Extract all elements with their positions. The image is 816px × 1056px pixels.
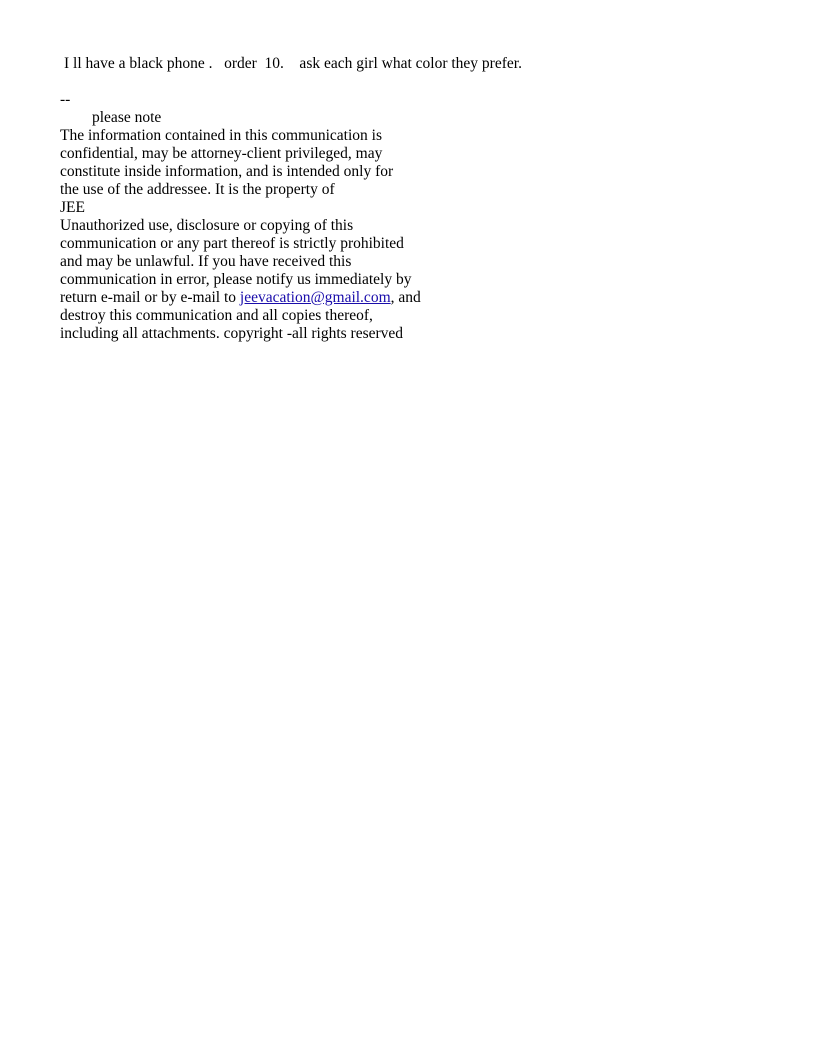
disclaimer-line: the use of the addressee. It is the property of [60, 181, 335, 198]
signature-separator: -- [60, 91, 71, 108]
spacer [60, 74, 780, 91]
confidentiality-disclaimer [60, 127, 780, 343]
disclaimer-line: including all attachments. copyright -all rights reserved [60, 325, 404, 342]
disclaimer-line: communication in error, please notify us immediately by [60, 271, 412, 288]
disclaimer-line: constitute inside information, and is intended only for [60, 163, 394, 180]
disclaimer-email-line [60, 289, 780, 307]
disclaimer-line: Unauthorized use, disclosure or copying of this [60, 217, 354, 234]
disclaimer-line: communication or any part thereof is strictly prohibited [60, 235, 404, 252]
disclaimer-line: JEE [60, 199, 85, 216]
message-body: I ll have a black phone . order 10. ask each girl what color they prefer. [64, 55, 522, 72]
signature-note: please note [92, 109, 162, 126]
disclaimer-line: The information contained in this communication is [60, 127, 382, 144]
email-document [60, 54, 780, 343]
disclaimer-line: confidential, may be attorney-client privileged, may [60, 145, 383, 162]
email-line-prefix: return e-mail or by e-mail to [60, 289, 240, 306]
email-link[interactable]: jeevacation@gmail.com [239, 289, 391, 306]
disclaimer-line: destroy this communication and all copies thereof, [60, 307, 373, 324]
disclaimer-line: and may be unlawful. If you have received this [60, 253, 352, 270]
email-line-suffix: , and [390, 289, 421, 306]
